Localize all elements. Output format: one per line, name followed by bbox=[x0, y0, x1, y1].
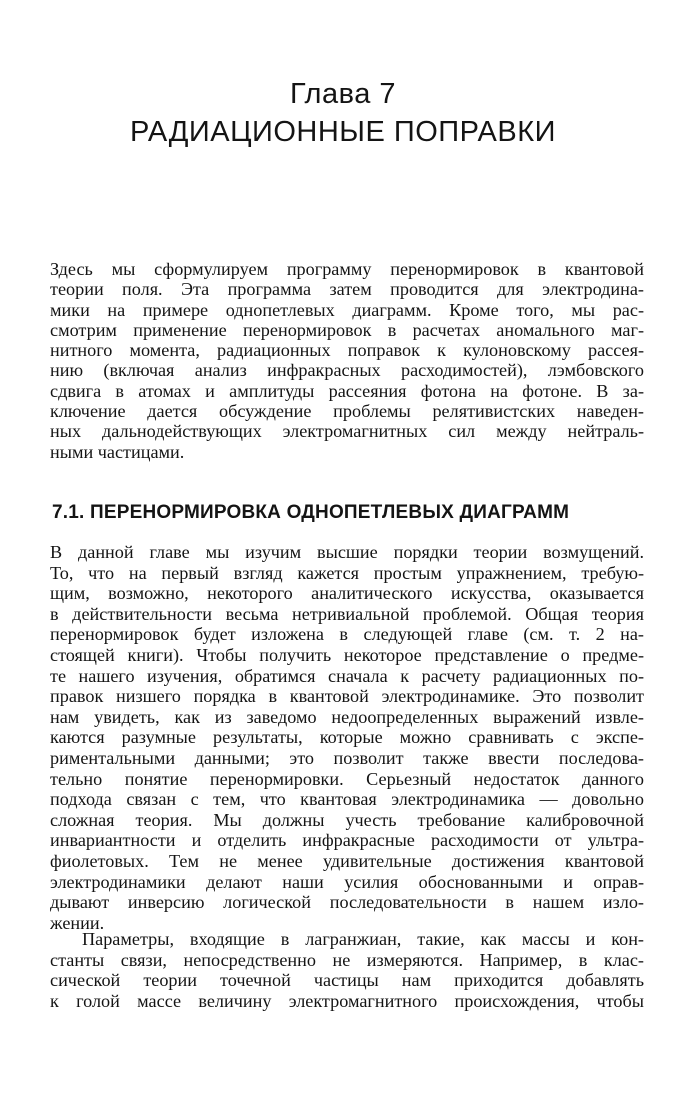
paragraph-1 bbox=[50, 542, 644, 933]
text-line: Параметры, входящие в лагранжиан, такие, как массы и кон- bbox=[82, 929, 644, 949]
text-line: риментальными данными; это позволит также ввести последова- bbox=[50, 747, 644, 768]
text-line: В данной главе мы изучим высшие порядки теории возмущений. bbox=[50, 542, 644, 562]
text-line: сложная теория. Мы должны учесть требование калибровочной bbox=[50, 809, 644, 830]
text-line: мики на примере однопетлевых диаграмм. Кроме того, мы рас- bbox=[50, 299, 644, 320]
text-line: нам увидеть, как из заведомо недоопределенных выражений извле- bbox=[50, 706, 644, 727]
text-line: подхода связан с тем, что квантовая электродинамика — довольно bbox=[50, 789, 644, 810]
text-line: тельно понятие перенормировки. Серьезный недостаток данного bbox=[50, 768, 644, 789]
text-line: электродинамики делают наши усилия обоснованными и оправ- bbox=[50, 871, 644, 892]
text-line: станты связи, непосредственно не измеряются. Например, в клас- bbox=[50, 949, 644, 970]
chapter-label: Глава 7 bbox=[289, 78, 397, 110]
text-line: ключение дается обсуждение проблемы релятивистских наведен- bbox=[50, 401, 644, 422]
text-line: каются разумные результаты, которые можно сравнивать с экспе- bbox=[50, 727, 644, 748]
text-line: ных дальнодействующих электромагнитных сил между нейтраль- bbox=[50, 421, 644, 442]
chapter-abstract bbox=[50, 259, 644, 462]
text-line: теории поля. Эта программа затем проводится для электродина- bbox=[50, 279, 644, 300]
text-line: правок низшего порядка в квантовой электродинамике. Это позволит bbox=[50, 686, 644, 707]
text-line: ными частицами. bbox=[50, 441, 185, 462]
paragraph-2 bbox=[50, 929, 644, 1011]
text-line: смотрим применение перенормировок в расчетах аномального маг- bbox=[50, 319, 644, 340]
text-line: в действительности весьма нетривиальной проблемой. Общая теория bbox=[50, 603, 644, 624]
section-heading: 7.1. ПЕРЕНОРМИРОВКА ОДНОПЕТЛЕВЫХ ДИАГРАММ bbox=[52, 502, 570, 523]
text-line: к голой массе величину электромагнитного происхождения, чтобы bbox=[50, 990, 644, 1011]
text-line: дывают инверсию логической последовательности в нашем изло- bbox=[50, 892, 644, 913]
text-line: фиолетовых. Тем не менее удивительные достижения квантовой bbox=[50, 850, 644, 871]
text-line: То, что на первый взгляд кажется простым упражнением, требую- bbox=[50, 562, 644, 583]
text-line: нию (включая анализ инфракрасных расходимостей), лэмбовского bbox=[50, 360, 644, 381]
text-line: щим, возможно, некоторого аналитического искусства, оказывается bbox=[50, 583, 644, 604]
text-line: сдвига в атомах и амплитуды рассеяния фотона на фотоне. В за- bbox=[50, 380, 644, 401]
text-line: нитного момента, радиационных поправок к кулоновскому рассея- bbox=[50, 340, 644, 361]
text-line: те нашего изучения, обратимся сначала к расчету радиационных по- bbox=[50, 665, 644, 686]
chapter-title: РАДИАЦИОННЫЕ ПОПРАВКИ bbox=[130, 116, 556, 148]
text-line: Здесь мы сформулируем программу перенормировок в квантовой bbox=[50, 259, 644, 279]
text-line: жении. bbox=[50, 912, 105, 933]
text-line: инвариантности и отделить инфракрасные расходимости от ультра- bbox=[50, 830, 644, 851]
text-line: перенормировок будет изложена в следующей главе (см. т. 2 на- bbox=[50, 624, 644, 645]
text-line: сической теории точечной частицы нам приходится добавлять bbox=[50, 970, 644, 991]
text-line: стоящей книги). Чтобы получить некоторое представление о предме- bbox=[50, 644, 644, 665]
